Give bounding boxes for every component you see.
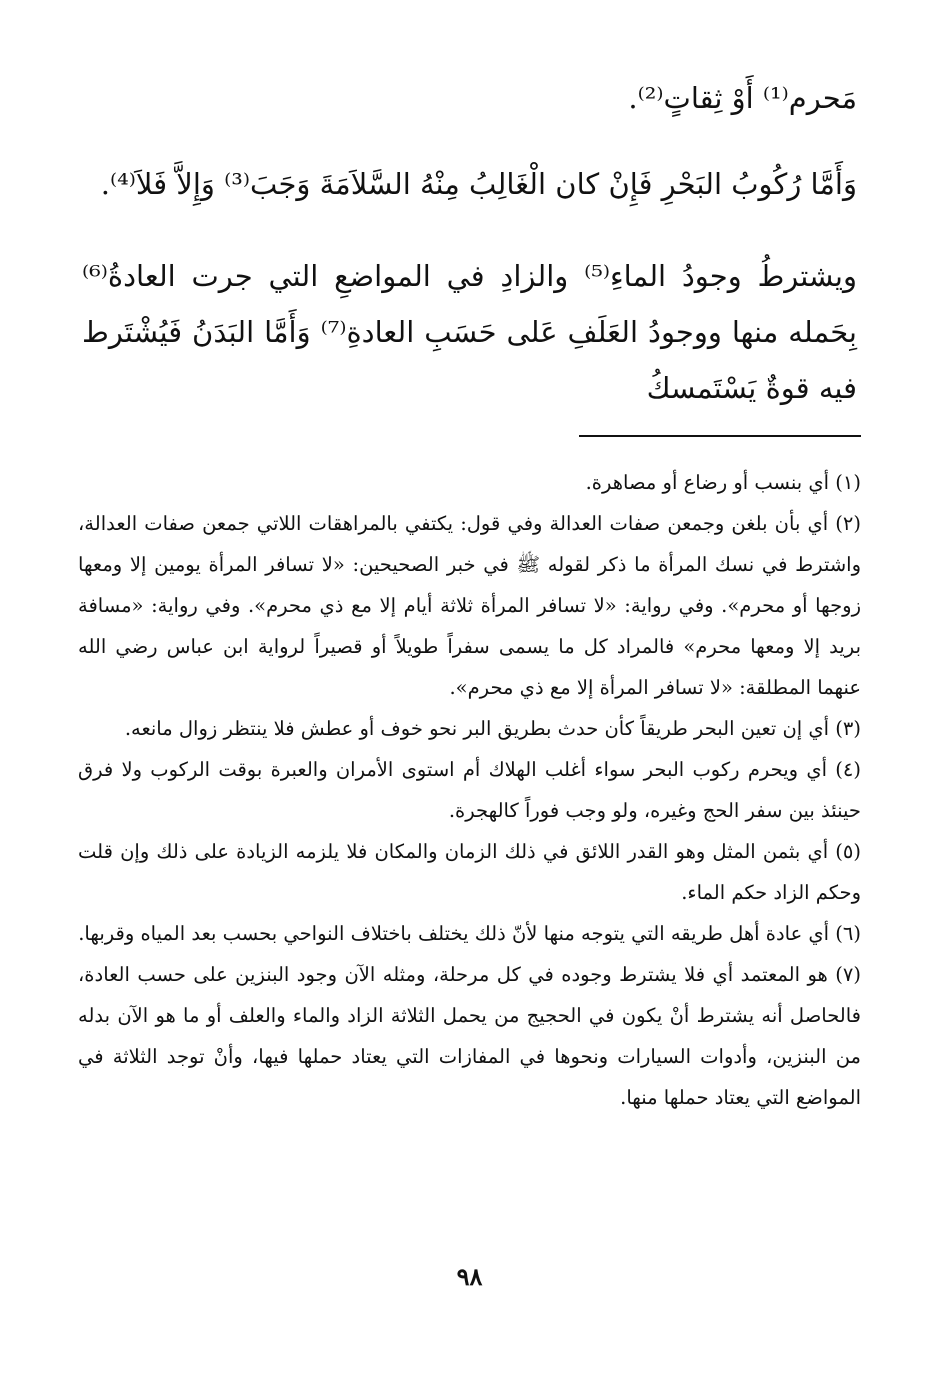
main-paragraph: ويشترطُ وجودُ الماءِ⁽⁵⁾ والزادِ في المواضعِ التي جرت العادةُ⁽⁶⁾ بِحَمله منها ووجودُ العَلَفِ عَلى حَسَبِ العادةِ⁽⁷⁾ وَأَمَّا البَدَنُ فَيُشْتَرط فيه قوةٌ يَسْتَمسكُ	[82, 259, 858, 405]
footnote: (٤) أي ويحرم ركوب البحر سواء أغلب الهلاك أم استوى الأمران والعبرة بوقت الركوب ولا فرق حينئذ بين سفر الحج وغيره، ولو وجب فوراً كالهجرة.	[78, 758, 861, 822]
footnote: (٢) أي بأن بلغن وجمعن صفات العدالة وفي قول: يكتفي بالمراهقات اللاتي جمعن صفات العدالة، واشترط في نسك المرأة ما ذكر لقوله ﷺ في خبر الصحيحين: «لا تسافر المرأة يومين إلا ومعها زوجها أو محرم». وفي رواية: «لا تسافر المرأة ثلاثة أيام إلا مع ذي محرم». وفي رواية: «مسافة بريد إلا ومعها محرم» فالمراد كل ما يسمى سفراً طويلاً أو قصيراً لرواية ابن عباس رضي الله عنهما المطلقة: «لا تسافر المرأة إلا مع ذي محرم».	[78, 512, 861, 699]
main-paragraph: وَأَمَّا رُكُوبُ البَحْرِ فَإِنْ كان الْغَالِبُ مِنْهُ السَّلاَمَةَ وَجَبَ⁽³⁾ وَإِلاَّ فَلاَ⁽⁴⁾.	[100, 167, 857, 201]
footnote: (٣) أي إن تعين البحر طريقاً كأن حدث بطريق البر نحو خوف أو عطش فلا ينتظر زوال مانعه.	[124, 717, 861, 740]
footnote: (٦) أي عادة أهل طريقه التي يتوجه منها لأنّ ذلك يختلف باختلاف النواحي بحسب بعد المياه وقربها.	[78, 922, 861, 945]
main-text	[82, 70, 857, 416]
footnote: (٥) أي بثمن المثل وهو القدر اللائق في ذلك الزمان والمكان فلا يلزمه الزيادة على ذلك وإن قلت وحكم الزاد حكم الماء.	[78, 840, 861, 904]
footnote: (١) أي بنسب أو رضاع أو مصاهرة.	[585, 471, 861, 494]
footnote-divider	[579, 435, 861, 437]
footnote: (٧) هو المعتمد أي فلا يشترط وجوده في كل مرحلة، ومثله الآن وجود البنزين على حسب العادة، فالحاصل أنه يشترط أنْ يكون في الحجيج من يحمل الثلاثة الزاد والماء والعلف أو ما هو الآن بدله من البنزين، وأدوات السيارات ونحوها في المفازات التي يعتاد حملها فيها، وأنْ توجد الثلاثة في المواضع التي يعتاد حملها منها.	[78, 963, 861, 1109]
page-number: ٩٨	[456, 1262, 483, 1291]
footnotes	[78, 462, 861, 1118]
main-paragraph: مَحرم⁽¹⁾ أَوْ ثِقاتٍ⁽²⁾.	[628, 81, 857, 115]
